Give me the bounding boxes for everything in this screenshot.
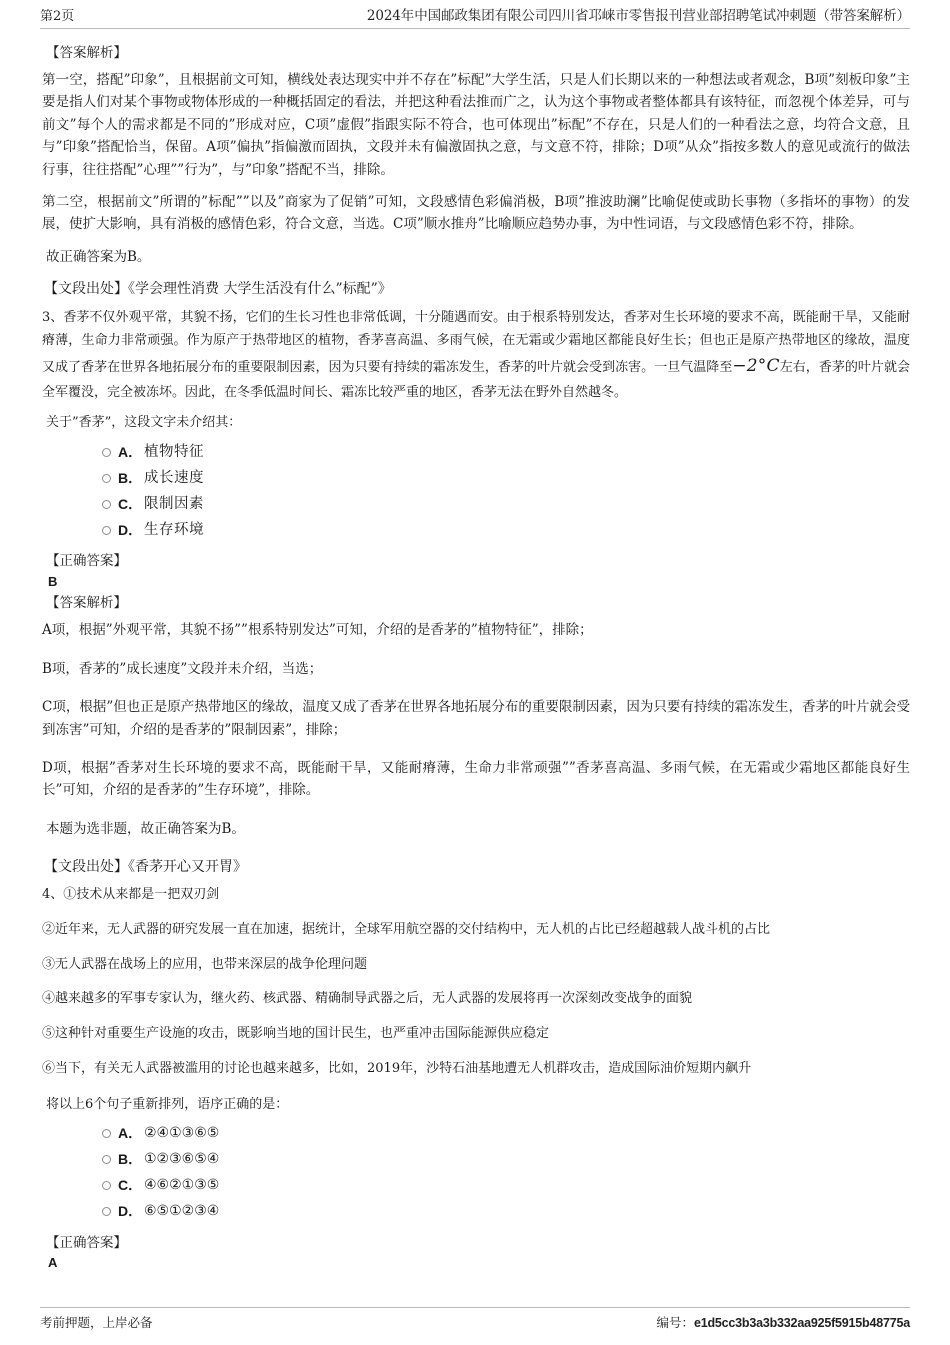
- option-row[interactable]: [102, 1199, 910, 1225]
- radio-button-icon[interactable]: [102, 448, 111, 457]
- analysis-option-c: C项，根据”但也正是原产热带地区的缘故，温度又成了香茅在世界各地拓展分布的重要限制因素，因为只要有持续的霜冻发生，香茅的叶片就会受到冻害”可知，介绍的是香茅的”限制因素”，排除；: [42, 699, 910, 738]
- question-4-sentence: ④越来越多的军事专家认为，继火药、核武器、精确制导武器之后，无人武器的发展将再一次深刻改变战争的面貌: [42, 991, 693, 1007]
- option-letter: A．: [118, 444, 143, 461]
- option-row[interactable]: [102, 1147, 910, 1173]
- page-footer: [40, 1307, 910, 1331]
- radio-button-icon[interactable]: [102, 1181, 111, 1190]
- question-3-stem: 关于”香茅”，这段文字未介绍其：: [46, 415, 242, 431]
- correct-answer-value-q4: A: [48, 1255, 58, 1271]
- radio-button-icon[interactable]: [102, 1207, 111, 1216]
- temperature-formula: −2°C: [732, 356, 780, 377]
- analysis-option-b: B项，香茅的”成长速度”文段并未介绍，当选；: [42, 660, 323, 677]
- page-content: [40, 29, 910, 1272]
- question-4-sentence: ②近年来，无人武器的研究发展一直在加速，据统计，全球军用航空器的交付结构中，无人机的占比已经超越载人战斗机的占比: [42, 921, 771, 937]
- correct-answer-label-q3: 【正确答案】: [46, 553, 127, 570]
- radio-button-icon[interactable]: [102, 500, 111, 509]
- option-label: ①②③⑥⑤④: [144, 1151, 220, 1168]
- footer-slogan: 考前押题，上岸必备: [40, 1315, 153, 1330]
- answer-analysis-label-q3: 【答案解析】: [46, 595, 127, 612]
- question-3-conclusion: 本题为选非题，故正确答案为B。: [46, 820, 245, 837]
- source-citation-q3: 【文段出处】《香茅开心又开胃》: [44, 859, 247, 876]
- option-letter: D．: [118, 1203, 143, 1220]
- analysis-option-a: A项，根据”外观平常，其貌不扬””根系特别发达”可知，介绍的是香茅的”植物特征”，排除；: [42, 622, 593, 639]
- page-header: [40, 0, 910, 29]
- question-4-stem: 将以上6个句子重新排列，语序正确的是：: [46, 1096, 289, 1112]
- option-row[interactable]: [102, 439, 910, 465]
- option-row[interactable]: [102, 1121, 910, 1147]
- page-number-label: 第2页: [40, 8, 75, 24]
- option-letter: B．: [118, 1151, 143, 1168]
- radio-button-icon[interactable]: [102, 474, 111, 483]
- source-citation-q2: 【文段出处】《学会理性消费 大学生活没有什么”标配”》: [44, 281, 392, 298]
- question-4-sentence: 4、①技术从来都是一把双刃剑: [42, 886, 220, 902]
- question-3-text-before: 3、香茅不仅外观平常，其貌不扬，它们的生长习性也非常低调，十分随遇而安。由于根系特别发达，香茅对生长环境的要求不高，既能耐干旱，又能耐瘠薄，生命力非常顽强。作为原产于热带地区的植物，香茅喜高温、多雨气候，在无霜或少霜地区都能良好生长；但也正是原产热带地区的缘故，温度又成了香茅在世界各地拓展分布的重要限制因素，因为只要有持续的霜冻发生，香茅的叶片就会受到冻害。一旦气温降至: [42, 309, 910, 376]
- analysis-paragraph-1: 第一空，搭配”印象”，且根据前文可知，横线处表达现实中并不存在”标配”大学生活，只是人们长期以来的一种想法或者观念，B项”刻板印象”主要是指人们对某个事物或物体形成的一种概括固定的看法，并把这种看法推而广之，认为这个事物或者整体都具有该特征，而忽视个体差异，可与前文”每个人的需求都是不同的”形成对应，C项”虚假”指跟实际不符合，也可体现出”标配”不存在，只是人们的一种看法之意，均符合文意，且与”印象”搭配恰当，保留。A项”偏执”指偏激而固执，文段并未有偏激固执之意，与文意不符，排除；D项”从众”指按多数人的意见或流行的做法行事，往往搭配”心理””行为”，与”印象”搭配不当，排除。: [42, 72, 910, 178]
- question-3-body: [40, 307, 910, 404]
- option-letter: B．: [118, 470, 143, 487]
- analysis-option-d: D项，根据”香茅对生长环境的要求不高，既能耐干旱，又能耐瘠薄，生命力非常顽强””香茅喜高温、多雨气候，在无霜或少霜地区都能良好生长”可知，介绍的是香茅的”生存环境”，排除。: [42, 760, 910, 799]
- option-row[interactable]: [102, 1173, 910, 1199]
- answer-analysis-label: 【答案解析】: [46, 45, 127, 62]
- footer-code-block: [656, 1313, 910, 1331]
- correct-answer-value-q3: B: [48, 573, 58, 589]
- option-row[interactable]: [102, 465, 910, 491]
- question-3-options: [40, 439, 910, 543]
- question-4-sentence: ⑤这种针对重要生产设施的攻击，既影响当地的国计民生，也严重冲击国际能源供应稳定: [42, 1026, 550, 1042]
- question-3-text-after: 左右，香茅的叶片就会全军覆没，完全被冻坏。因此，在冬季低温时间长、霜冻比较严重的地区，香茅无法在野外自然越冬。: [42, 360, 910, 400]
- question-4-options: [40, 1121, 910, 1225]
- option-letter: A．: [118, 1125, 143, 1142]
- radio-button-icon[interactable]: [102, 1129, 111, 1138]
- option-label: 植物特征: [144, 443, 204, 460]
- option-letter: C．: [118, 1177, 143, 1194]
- option-row[interactable]: [102, 517, 910, 543]
- option-row[interactable]: [102, 491, 910, 517]
- question-4-sentence: ③无人武器在战场上的应用，也带来深层的战争伦理问题: [42, 956, 368, 972]
- option-letter: D．: [118, 522, 143, 539]
- radio-button-icon[interactable]: [102, 1155, 111, 1164]
- document-serial-number: e1d5cc3b3a3b332aa925f5915b48775a: [693, 1316, 910, 1330]
- option-letter: C．: [118, 496, 143, 513]
- analysis-conclusion: 故正确答案为B。: [46, 248, 151, 265]
- option-label: ⑥⑤①②③④: [144, 1203, 220, 1220]
- correct-answer-label-q4: 【正确答案】: [46, 1234, 127, 1251]
- document-title: 2024年中国邮政集团有限公司四川省邛崃市零售报刊营业部招聘笔试冲刺题（带答案解析）: [366, 8, 910, 24]
- analysis-paragraph-2: 第二空，根据前文”所谓的”标配””以及”商家为了促销”可知，文段感情色彩偏消极，B项”推波助澜”比喻促使或助长事物（多指坏的事物）的发展，使扩大影响，具有消极的感情色彩，符合文意，当选。C项”顺水推舟”比喻顺应趋势办事，为中性词语，与文段感情色彩不符，排除。: [42, 194, 910, 233]
- option-label: 限制因素: [144, 495, 204, 512]
- option-label: ④⑥②①③⑤: [144, 1177, 220, 1194]
- question-4-sentence: ⑥当下，有关无人武器被滥用的讨论也越来越多，比如，2019年，沙特石油基地遭无人机群攻击，造成国际油价短期内飙升: [42, 1060, 752, 1076]
- option-label: 成长速度: [144, 469, 204, 486]
- option-label: 生存环境: [144, 521, 204, 538]
- footer-code-label: 编号：: [656, 1315, 694, 1330]
- radio-button-icon[interactable]: [102, 526, 111, 535]
- option-label: ②④①③⑥⑤: [144, 1125, 220, 1142]
